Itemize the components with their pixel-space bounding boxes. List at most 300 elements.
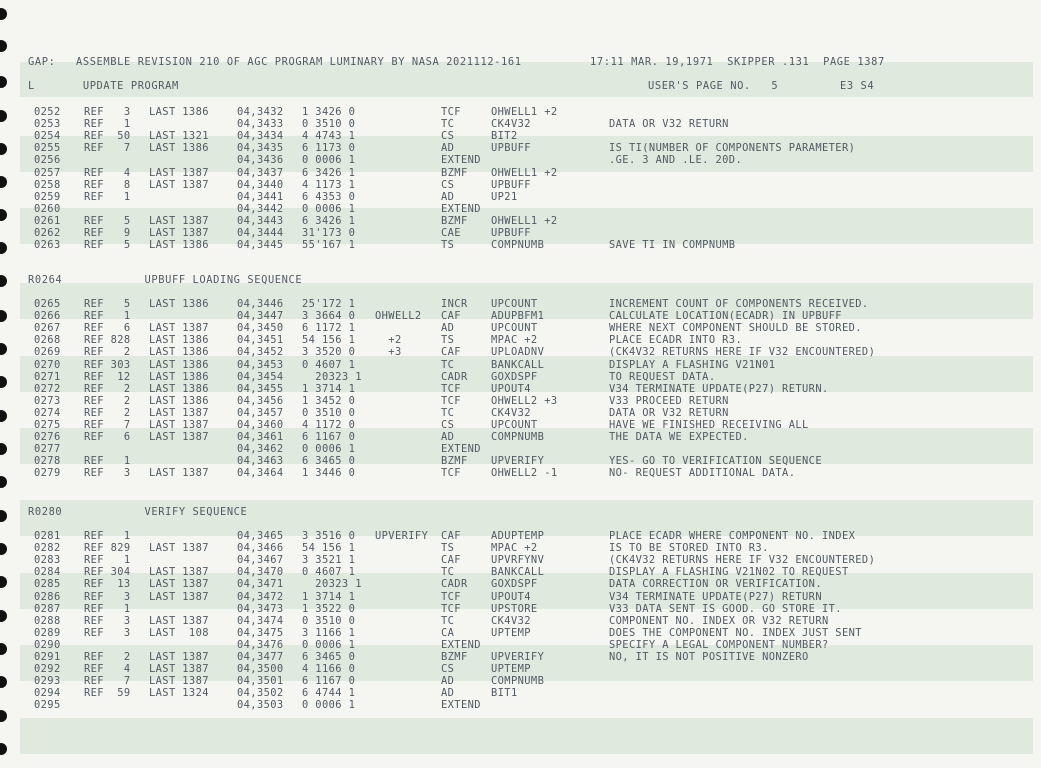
listing-row: [0, 191, 1041, 203]
ref-count: REF 7: [84, 675, 131, 688]
address: 04,3472: [237, 590, 284, 603]
operand: UPCOUNT: [491, 298, 538, 310]
punch-hole: [0, 76, 7, 88]
last-ref: LAST 1387: [149, 578, 209, 591]
address: 04,3454: [237, 370, 284, 383]
octal-value: 3 3516 0: [302, 530, 356, 542]
opcode: TCF: [441, 467, 461, 480]
ref-count: REF 3: [84, 467, 131, 480]
punch-hole: [0, 710, 7, 722]
listing-row: [0, 639, 1041, 651]
line-number: 0290: [34, 638, 61, 651]
ref-count: REF 2: [84, 346, 131, 359]
listing-row: [0, 578, 1041, 590]
listing-row: [0, 395, 1041, 407]
octal-value: 0 3510 0: [302, 406, 356, 419]
comment: DISPLAY A FLASHING V21N02 TO REQUEST: [609, 566, 849, 579]
ref-count: REF 1: [84, 530, 131, 542]
line-number: 0272: [34, 382, 61, 395]
address: 04,3450: [237, 322, 284, 335]
operand: BIT2: [491, 130, 518, 143]
listing-row: [0, 154, 1041, 166]
address: 04,3447: [237, 310, 284, 323]
listing-row: [0, 419, 1041, 431]
address: 04,3441: [237, 190, 284, 203]
address: 04,3476: [237, 638, 284, 651]
listing-row: [0, 699, 1041, 711]
last-ref: LAST 1387: [149, 322, 209, 335]
label: +2: [375, 334, 402, 347]
octal-value: 3 3521 1: [302, 554, 356, 567]
operand: UPBUFF: [491, 178, 531, 191]
line-number: 0275: [34, 419, 61, 431]
address: 04,3435: [237, 142, 284, 155]
octal-value: 6 4744 1: [302, 687, 356, 700]
address: 04,3434: [237, 130, 284, 143]
ref-count: REF 9: [84, 227, 131, 239]
operand: UPVRFYNV: [491, 554, 545, 567]
octal-value: 0 4607 1: [302, 358, 356, 371]
operand: UPVERIFY: [491, 455, 545, 468]
last-ref: LAST 1387: [149, 431, 209, 444]
comment: .GE. 3 AND .LE. 20D.: [609, 154, 743, 167]
line-number: 0281: [34, 530, 61, 542]
last-ref: LAST 1387: [149, 663, 209, 676]
ref-count: REF 3: [84, 614, 131, 627]
listing-row: [0, 651, 1041, 663]
operand: UPBUFF: [491, 227, 531, 239]
listing-row: [0, 407, 1041, 419]
line-number: 0286: [34, 590, 61, 603]
ref-count: REF 3: [84, 626, 131, 639]
listing-row: [0, 203, 1041, 215]
line-number: 0262: [34, 227, 61, 239]
line-number: 0268: [34, 334, 61, 347]
ref-count: REF 3: [84, 590, 131, 603]
ref-count: REF 829: [84, 542, 131, 555]
ref-count: REF 2: [84, 406, 131, 419]
address: 04,3432: [237, 106, 284, 118]
line-number: 0255: [34, 142, 61, 155]
comment: (CK4V32 RETURNS HERE IF V32 ENCOUNTERED): [609, 554, 876, 567]
ref-count: REF 304: [84, 566, 131, 579]
listing-row: [0, 675, 1041, 687]
octal-value: 0 0006 1: [302, 443, 356, 456]
ref-count: REF 5: [84, 239, 131, 252]
comment: DATA OR V32 RETURN: [609, 118, 729, 131]
opcode: EXTEND: [441, 699, 481, 712]
octal-value: 54 156 1: [302, 542, 356, 555]
section-title: R0280 VERIFY SEQUENCE: [28, 506, 248, 518]
operand: CK4V32: [491, 614, 531, 627]
opcode: TCF: [441, 382, 461, 395]
address: 04,3455: [237, 382, 284, 395]
ref-count: REF 50: [84, 130, 131, 143]
operand: UP21: [491, 190, 518, 203]
last-ref: LAST 1387: [149, 214, 209, 227]
octal-value: 20323 1: [302, 370, 362, 383]
listing-row: [0, 118, 1041, 130]
opcode: EXTEND: [441, 638, 481, 651]
operand: COMPNUMB: [491, 431, 545, 444]
last-ref: LAST 1386: [149, 370, 209, 383]
operand: UPOUT4: [491, 382, 531, 395]
comment: DATA OR V32 RETURN: [609, 406, 729, 419]
opcode: EXTEND: [441, 202, 481, 215]
comment: INCREMENT COUNT OF COMPONENTS RECEIVED.: [609, 298, 869, 310]
last-ref: LAST 1387: [149, 419, 209, 431]
comment: V33 DATA SENT IS GOOD. GO STORE IT.: [609, 602, 842, 615]
listing-row: [0, 431, 1041, 443]
address: 04,3440: [237, 178, 284, 191]
line-number: 0284: [34, 566, 61, 579]
operand: UPOUT4: [491, 590, 531, 603]
comment: DISPLAY A FLASHING V21N01: [609, 358, 776, 371]
label: +3: [375, 346, 402, 359]
opcode: BZMF: [441, 214, 468, 227]
ref-count: REF 5: [84, 298, 131, 310]
opcode: CAF: [441, 554, 461, 567]
opcode: TCF: [441, 394, 461, 407]
listing-row: [0, 298, 1041, 310]
last-ref: LAST 1387: [149, 651, 209, 663]
comment: WHERE NEXT COMPONENT SHOULD BE STORED.: [609, 322, 862, 335]
operand: CK4V32: [491, 406, 531, 419]
listing-row: [0, 239, 1041, 251]
user-page-info: USER'S PAGE NO. 5 E3 S4: [648, 80, 875, 92]
address: 04,3462: [237, 443, 284, 456]
opcode: BZMF: [441, 455, 468, 468]
ref-count: REF 1: [84, 310, 131, 323]
comment: PLACE ECADR INTO R3.: [609, 334, 743, 347]
address: 04,3451: [237, 334, 284, 347]
octal-value: 6 3426 1: [302, 214, 356, 227]
last-ref: LAST 1386: [149, 106, 209, 118]
ref-count: REF 3: [84, 106, 131, 118]
ref-count: REF 1: [84, 602, 131, 615]
address: 04,3503: [237, 699, 284, 712]
address: 04,3452: [237, 346, 284, 359]
octal-value: 1 3446 0: [302, 467, 356, 480]
listing-row: [0, 591, 1041, 603]
opcode: CS: [441, 663, 455, 676]
octal-value: 6 4353 0: [302, 190, 356, 203]
operand: BIT1: [491, 687, 518, 700]
line-number: 0291: [34, 651, 61, 663]
address: 04,3464: [237, 467, 284, 480]
last-ref: LAST 1386: [149, 346, 209, 359]
opcode: BZMF: [441, 166, 468, 179]
listing-row: [0, 334, 1041, 346]
label: OHWELL2: [375, 310, 422, 323]
ref-count: REF 6: [84, 322, 131, 335]
comment: V34 TERMINATE UPDATE(P27) RETURN.: [609, 382, 829, 395]
last-ref: LAST 1387: [149, 590, 209, 603]
line-number: 0274: [34, 406, 61, 419]
opcode: TC: [441, 118, 455, 131]
comment: (CK4V32 RETURNS HERE IF V32 ENCOUNTERED): [609, 346, 876, 359]
operand: ADUPBFM1: [491, 310, 545, 323]
line-number: 0279: [34, 467, 61, 480]
last-ref: LAST 1387: [149, 614, 209, 627]
comment: IS TO BE STORED INTO R3.: [609, 542, 769, 555]
listing-row: [0, 179, 1041, 191]
address: 04,3457: [237, 406, 284, 419]
opcode: TCF: [441, 106, 461, 118]
address: 04,3466: [237, 542, 284, 555]
opcode: CS: [441, 178, 455, 191]
listing-row: [0, 215, 1041, 227]
line-number: 0258: [34, 178, 61, 191]
opcode: TC: [441, 614, 455, 627]
address: 04,3453: [237, 358, 284, 371]
punch-hole: [0, 275, 7, 287]
comment: HAVE WE FINISHED RECEIVING ALL: [609, 419, 809, 431]
last-ref: LAST 1387: [149, 467, 209, 480]
listing-row: [0, 130, 1041, 142]
last-ref: LAST 1387: [149, 675, 209, 688]
last-ref: LAST 1386: [149, 298, 209, 310]
listing-row: [0, 443, 1041, 455]
line-number: 0295: [34, 699, 61, 712]
octal-value: 6 1167 0: [302, 675, 356, 688]
opcode: CAF: [441, 310, 461, 323]
line-number: 0266: [34, 310, 61, 323]
comment: DOES THE COMPONENT NO. INDEX JUST SENT: [609, 626, 862, 639]
ref-count: REF 59: [84, 687, 131, 700]
opcode: CS: [441, 419, 455, 431]
ref-count: REF 6: [84, 431, 131, 444]
octal-value: 25'172 1: [302, 298, 356, 310]
address: 04,3501: [237, 675, 284, 688]
octal-value: 4 4743 1: [302, 130, 356, 143]
line-number: 0289: [34, 626, 61, 639]
operand: ADUPTEMP: [491, 530, 545, 542]
opcode: TS: [441, 239, 455, 252]
operand: UPBUFF: [491, 142, 531, 155]
last-ref: LAST 1386: [149, 358, 209, 371]
octal-value: 3 3520 0: [302, 346, 356, 359]
ref-count: REF 1: [84, 554, 131, 567]
punch-hole: [0, 743, 7, 755]
opcode: CADR: [441, 370, 468, 383]
operand: UPCOUNT: [491, 419, 538, 431]
comment: SPECIFY A LEGAL COMPONENT NUMBER?: [609, 638, 829, 651]
opcode: TS: [441, 542, 455, 555]
line-number: 0254: [34, 130, 61, 143]
opcode: INCR: [441, 298, 468, 310]
octal-value: 20323 1: [302, 578, 362, 591]
opcode: CS: [441, 130, 455, 143]
green-bar: [20, 718, 1033, 754]
address: 04,3474: [237, 614, 284, 627]
address: 04,3471: [237, 578, 284, 591]
address: 04,3463: [237, 455, 284, 468]
octal-value: 0 0006 1: [302, 699, 356, 712]
comment: V34 TERMINATE UPDATE(P27) RETURN: [609, 590, 822, 603]
comment: SAVE TI IN COMPNUMB: [609, 239, 736, 252]
address: 04,3460: [237, 419, 284, 431]
ref-count: REF 4: [84, 166, 131, 179]
address: 04,3442: [237, 202, 284, 215]
opcode: AD: [441, 675, 455, 688]
operand: BANKCALL: [491, 358, 545, 371]
address: 04,3436: [237, 154, 284, 167]
octal-value: 3 1166 1: [302, 626, 356, 639]
punch-hole: [0, 40, 7, 52]
last-ref: LAST 108: [149, 626, 209, 639]
address: 04,3465: [237, 530, 284, 542]
opcode: CA: [441, 626, 455, 639]
opcode: CADR: [441, 578, 468, 591]
opcode: AD: [441, 687, 455, 700]
ref-count: REF 7: [84, 142, 131, 155]
octal-value: 31'173 0: [302, 227, 356, 239]
octal-value: 0 0006 1: [302, 202, 356, 215]
line-number: 0278: [34, 455, 61, 468]
line-number: 0273: [34, 394, 61, 407]
opcode: CAF: [441, 346, 461, 359]
listing-row: [0, 383, 1041, 395]
listing-row: [0, 227, 1041, 239]
ref-count: REF 1: [84, 455, 131, 468]
comment: TO REQUEST DATA.: [609, 370, 716, 383]
ref-count: REF 12: [84, 370, 131, 383]
opcode: EXTEND: [441, 154, 481, 167]
opcode: TCF: [441, 590, 461, 603]
ref-count: REF 4: [84, 663, 131, 676]
opcode: CAE: [441, 227, 461, 239]
line-number: 0270: [34, 358, 61, 371]
listing-row: [0, 371, 1041, 383]
ref-count: REF 1: [84, 118, 131, 131]
ref-count: REF 303: [84, 358, 131, 371]
address: 04,3437: [237, 166, 284, 179]
octal-value: 6 1172 1: [302, 322, 356, 335]
octal-value: 1 3426 0: [302, 106, 356, 118]
listing-row: [0, 346, 1041, 358]
line-number: 0260: [34, 202, 61, 215]
line-number: 0294: [34, 687, 61, 700]
comment: YES- GO TO VERIFICATION SEQUENCE: [609, 455, 822, 468]
last-ref: LAST 1386: [149, 334, 209, 347]
opcode: AD: [441, 322, 455, 335]
listing-row: [0, 167, 1041, 179]
ref-count: REF 2: [84, 651, 131, 663]
opcode: AD: [441, 190, 455, 203]
address: 04,3445: [237, 239, 284, 252]
listing-header-left: GAP: ASSEMBLE REVISION 210 OF AGC PROGRAM LUMINARY BY NASA 2021112-161: [28, 56, 522, 68]
listing-row: [0, 615, 1041, 627]
address: 04,3456: [237, 394, 284, 407]
opcode: TC: [441, 358, 455, 371]
octal-value: 3 3664 0: [302, 310, 356, 323]
opcode: BZMF: [441, 651, 468, 663]
address: 04,3444: [237, 227, 284, 239]
operand: CK4V32: [491, 118, 531, 131]
octal-value: 6 1167 0: [302, 431, 356, 444]
listing-row: [0, 554, 1041, 566]
line-number: 0269: [34, 346, 61, 359]
ref-count: REF 5: [84, 214, 131, 227]
operand: COMPNUMB: [491, 239, 545, 252]
punch-hole: [0, 510, 7, 522]
last-ref: LAST 1321: [149, 130, 209, 143]
address: 04,3433: [237, 118, 284, 131]
label: UPVERIFY: [375, 530, 429, 542]
address: 04,3500: [237, 663, 284, 676]
listing-row: [0, 603, 1041, 615]
octal-value: 0 0006 1: [302, 638, 356, 651]
line-number: 0263: [34, 239, 61, 252]
comment: THE DATA WE EXPECTED.: [609, 431, 749, 444]
last-ref: LAST 1324: [149, 687, 209, 700]
operand: OHWELL1 +2: [491, 214, 558, 227]
line-number: 0287: [34, 602, 61, 615]
listing-row: [0, 142, 1041, 154]
octal-value: 6 3465 0: [302, 455, 356, 468]
operand: COMPNUMB: [491, 675, 545, 688]
listing-row: [0, 322, 1041, 334]
opcode: TC: [441, 406, 455, 419]
line-number: 0256: [34, 154, 61, 167]
octal-value: 55'167 1: [302, 239, 356, 252]
listing-row: [0, 627, 1041, 639]
comment: CALCULATE LOCATION(ECADR) IN UPBUFF: [609, 310, 842, 323]
last-ref: LAST 1386: [149, 239, 209, 252]
listing-row: [0, 530, 1041, 542]
listing-row: [0, 310, 1041, 322]
octal-value: 1 3714 1: [302, 590, 356, 603]
ref-count: REF 8: [84, 178, 131, 191]
listing-row: [0, 467, 1041, 479]
ref-count: REF 828: [84, 334, 131, 347]
last-ref: LAST 1387: [149, 227, 209, 239]
address: 04,3446: [237, 298, 284, 310]
octal-value: 0 3510 0: [302, 614, 356, 627]
last-ref: LAST 1386: [149, 394, 209, 407]
opcode: TCF: [441, 602, 461, 615]
line-number: 0252: [34, 106, 61, 118]
last-ref: LAST 1387: [149, 566, 209, 579]
line-number: 0253: [34, 118, 61, 131]
operand: OHWELL1 +2: [491, 106, 558, 118]
listing-row: [0, 566, 1041, 578]
last-ref: LAST 1387: [149, 406, 209, 419]
comment: PLACE ECADR WHERE COMPONENT NO. INDEX: [609, 530, 856, 542]
operand: UPCOUNT: [491, 322, 538, 335]
line-number: 0271: [34, 370, 61, 383]
listing-row: [0, 542, 1041, 554]
address: 04,3477: [237, 651, 284, 663]
octal-value: 4 1172 0: [302, 419, 356, 431]
operand: UPVERIFY: [491, 651, 545, 663]
line-number: 0277: [34, 443, 61, 456]
address: 04,3502: [237, 687, 284, 700]
opcode: CAF: [441, 530, 461, 542]
opcode: AD: [441, 142, 455, 155]
operand: MPAC +2: [491, 542, 538, 555]
octal-value: 54 156 1: [302, 334, 356, 347]
listing-row: [0, 687, 1041, 699]
ref-count: REF 13: [84, 578, 131, 591]
comment: COMPONENT NO. INDEX OR V32 RETURN: [609, 614, 829, 627]
octal-value: 4 1166 0: [302, 663, 356, 676]
line-number: 0259: [34, 190, 61, 203]
octal-value: 1 3452 0: [302, 394, 356, 407]
comment: NO- REQUEST ADDITIONAL DATA.: [609, 467, 796, 480]
line-number: 0292: [34, 663, 61, 676]
